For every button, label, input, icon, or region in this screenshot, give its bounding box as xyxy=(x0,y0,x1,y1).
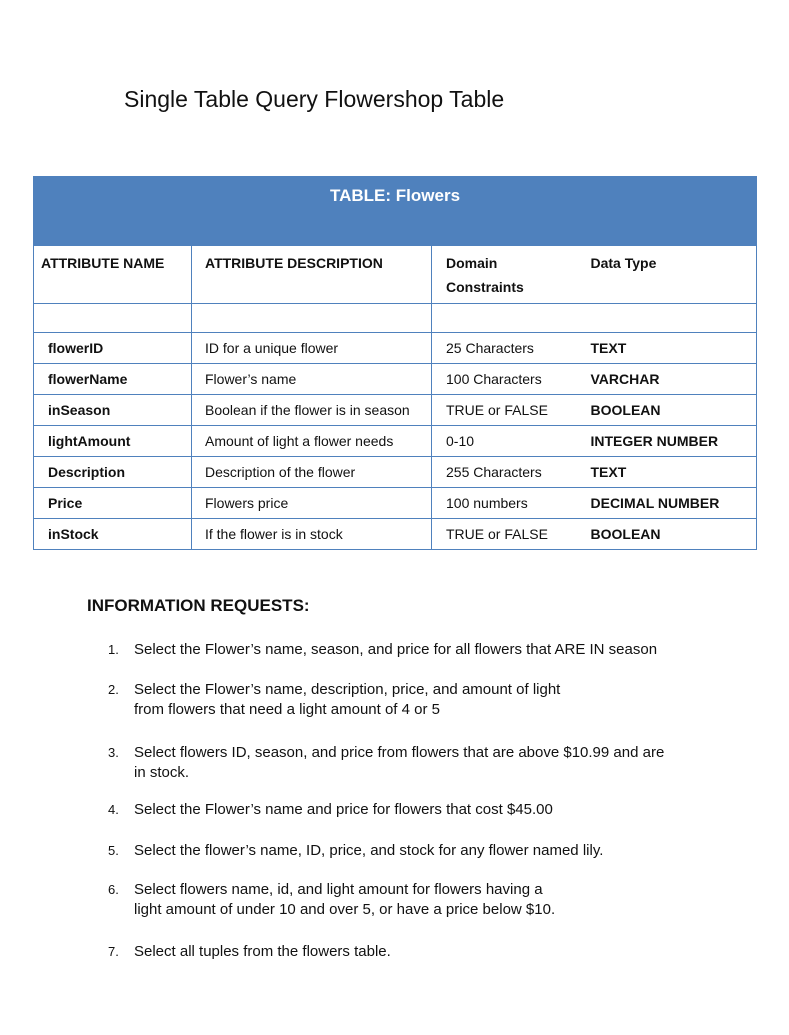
attribute-name-cell: inStock xyxy=(34,519,192,550)
request-number: 4. xyxy=(108,802,119,817)
header-attribute-description: ATTRIBUTE DESCRIPTION xyxy=(192,246,432,304)
table-header-row xyxy=(34,246,757,304)
table-row xyxy=(34,395,757,426)
domain-constraint-cell: TRUE or FALSE xyxy=(432,519,577,550)
request-text xyxy=(134,800,724,820)
request-number: 1. xyxy=(108,642,119,657)
table-caption: TABLE: Flowers xyxy=(34,177,757,246)
request-text xyxy=(134,942,724,962)
request-text xyxy=(134,880,724,920)
request-text-line: Select the Flower’s name, description, price, and amount of light xyxy=(134,681,561,698)
info-requests-heading: INFORMATION REQUESTS: xyxy=(87,596,310,615)
request-text-line: Select flowers name, id, and light amount for flowers having a xyxy=(134,881,543,898)
request-text-line: in stock. xyxy=(134,764,190,781)
attribute-name-cell: flowerName xyxy=(34,364,192,395)
domain-constraint-cell: 100 numbers xyxy=(432,488,577,519)
data-type-cell: VARCHAR xyxy=(577,364,757,395)
table-blank-row xyxy=(34,304,757,333)
table-row xyxy=(34,488,757,519)
attribute-description-cell: Description of the flower xyxy=(192,457,432,488)
blank-cell xyxy=(192,304,432,333)
flowers-table xyxy=(33,176,757,550)
table-body xyxy=(34,333,757,550)
request-number: 2. xyxy=(108,682,119,697)
attribute-description-cell: Flower’s name xyxy=(192,364,432,395)
domain-constraint-cell: 255 Characters xyxy=(432,457,577,488)
table-caption-row xyxy=(34,177,757,246)
request-text xyxy=(134,743,724,783)
request-number: 7. xyxy=(108,944,119,959)
request-text-line: Select the flower’s name, ID, price, and stock for any flower named lily. xyxy=(134,842,604,859)
domain-constraint-cell: 100 Characters xyxy=(432,364,577,395)
blank-cell xyxy=(432,304,577,333)
header-domain-constraints xyxy=(432,246,577,304)
flowers-table-container xyxy=(33,176,756,550)
request-text-line: Select the Flower’s name and price for flowers that cost $45.00 xyxy=(134,801,553,818)
attribute-name-cell: inSeason xyxy=(34,395,192,426)
request-text xyxy=(134,640,724,660)
request-text-line: light amount of under 10 and over 5, or have a price below $10. xyxy=(134,901,556,918)
attribute-name-cell: lightAmount xyxy=(34,426,192,457)
data-type-cell: DECIMAL NUMBER xyxy=(577,488,757,519)
attribute-description-cell: Boolean if the flower is in season xyxy=(192,395,432,426)
data-type-cell: INTEGER NUMBER xyxy=(577,426,757,457)
request-number: 3. xyxy=(108,745,119,760)
attribute-name-cell: Description xyxy=(34,457,192,488)
request-text-line: from flowers that need a light amount of 4 or 5 xyxy=(134,701,440,718)
attribute-name-cell: Price xyxy=(34,488,192,519)
domain-constraint-cell: 0-10 xyxy=(432,426,577,457)
table-row xyxy=(34,457,757,488)
request-text-line: Select flowers ID, season, and price from flowers that are above $10.99 and are xyxy=(134,744,665,761)
request-text-line: Select all tuples from the flowers table. xyxy=(134,943,391,960)
domain-constraint-cell: TRUE or FALSE xyxy=(432,395,577,426)
data-type-cell: BOOLEAN xyxy=(577,395,757,426)
attribute-description-cell: Amount of light a flower needs xyxy=(192,426,432,457)
request-number: 5. xyxy=(108,843,119,858)
attribute-description-cell: If the flower is in stock xyxy=(192,519,432,550)
attribute-description-cell: ID for a unique flower xyxy=(192,333,432,364)
request-text xyxy=(134,841,724,861)
table-row xyxy=(34,333,757,364)
header-attribute-name: ATTRIBUTE NAME xyxy=(34,246,192,304)
blank-cell xyxy=(34,304,192,333)
header-domain-line2: Constraints xyxy=(446,279,524,295)
table-row xyxy=(34,364,757,395)
data-type-cell: BOOLEAN xyxy=(577,519,757,550)
request-number: 6. xyxy=(108,882,119,897)
table-row xyxy=(34,519,757,550)
blank-cell xyxy=(577,304,757,333)
table-row xyxy=(34,426,757,457)
header-data-type: Data Type xyxy=(577,246,757,304)
data-type-cell: TEXT xyxy=(577,333,757,364)
page-title: Single Table Query Flowershop Table xyxy=(124,86,505,112)
attribute-name-cell: flowerID xyxy=(34,333,192,364)
header-domain-line1: Domain xyxy=(446,255,498,271)
request-text-line: Select the Flower’s name, season, and price for all flowers that ARE IN season xyxy=(134,641,658,658)
domain-constraint-cell: 25 Characters xyxy=(432,333,577,364)
data-type-cell: TEXT xyxy=(577,457,757,488)
attribute-description-cell: Flowers price xyxy=(192,488,432,519)
request-text xyxy=(134,680,724,720)
